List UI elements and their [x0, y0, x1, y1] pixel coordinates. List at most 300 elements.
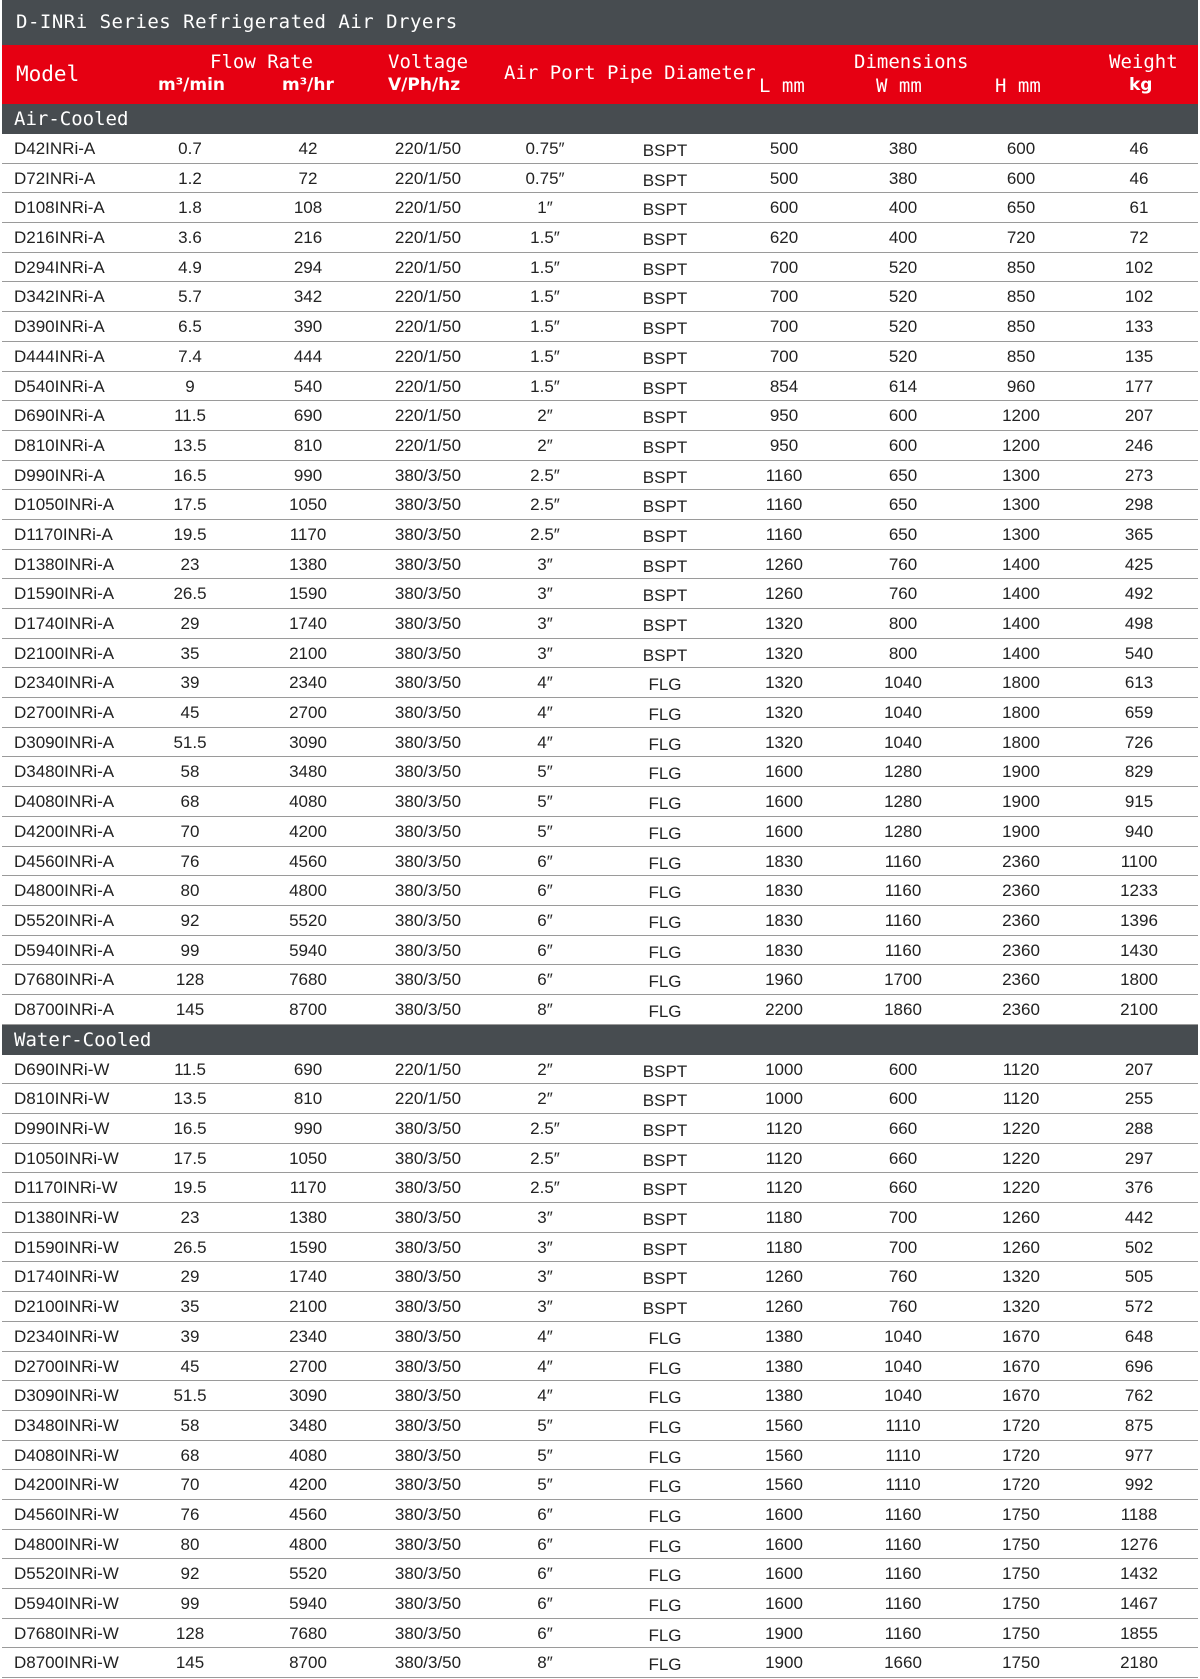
cell-height: 1220: [1002, 1148, 1040, 1168]
table-row: [2, 490, 1198, 520]
cell-flow-min: 45: [180, 1356, 200, 1376]
cell-weight: 102: [1124, 287, 1154, 307]
cell-model: D444INRi-A: [14, 346, 105, 366]
cell-flow-min: 5.7: [178, 287, 202, 307]
cell-flow-min: 45: [180, 703, 200, 723]
cell-pipe-size: 1.5″: [530, 346, 560, 366]
cell-model: D2700INRi-W: [14, 1356, 119, 1376]
cell-width: 1280: [884, 762, 922, 782]
cell-flow-min: 0.7: [178, 139, 202, 158]
cell-model: D5520INRi-W: [14, 1564, 119, 1584]
cell-weight: 2100: [1120, 999, 1158, 1019]
table-row: [2, 1500, 1198, 1530]
cell-width: 400: [888, 198, 918, 218]
cell-flow-min: 35: [180, 643, 200, 663]
cell-length: 1120: [765, 1148, 803, 1168]
cell-flow-min: 145: [175, 999, 205, 1019]
cell-length: 1560: [765, 1445, 803, 1465]
cell-voltage: 380/3/50: [394, 762, 462, 782]
cell-length: 1600: [765, 792, 803, 812]
cell-flow-min: 68: [180, 792, 200, 812]
cell-model: D1590INRi-A: [14, 584, 115, 604]
cell-connection: BSPT: [642, 319, 688, 339]
cell-width: 1040: [884, 1326, 922, 1346]
table-row: [2, 876, 1198, 906]
cell-connection: BSPT: [642, 408, 688, 428]
cell-width: 380: [888, 139, 918, 158]
cell-pipe-size: 6″: [537, 881, 553, 901]
cell-height: 720: [1006, 228, 1036, 248]
cell-flow-hr: 5520: [289, 910, 327, 930]
cell-flow-hr: 990: [293, 1119, 323, 1138]
cell-width: 600: [888, 1089, 918, 1109]
cell-voltage: 380/3/50: [394, 465, 462, 485]
cell-height: 850: [1006, 317, 1036, 337]
cell-flow-min: 128: [175, 1623, 205, 1643]
cell-flow-hr: 4080: [289, 792, 327, 812]
cell-pipe-size: 6″: [537, 1623, 553, 1643]
header-weight: Weight: [1109, 51, 1178, 73]
cell-height: 1670: [1002, 1386, 1040, 1406]
table-row: [2, 1173, 1198, 1203]
cell-flow-min: 19.5: [173, 524, 207, 544]
cell-height: 1900: [1002, 821, 1040, 841]
cell-weight: 1396: [1120, 910, 1158, 930]
cell-flow-min: 9: [185, 376, 195, 396]
cell-connection: BSPT: [642, 1269, 688, 1289]
cell-voltage: 380/3/50: [394, 1267, 462, 1287]
table-row: [2, 757, 1198, 787]
cell-voltage: 380/3/50: [394, 1653, 462, 1673]
cell-length: 1900: [765, 1623, 803, 1643]
section-header: Water-Cooled: [2, 1025, 1198, 1055]
cell-weight: 1467: [1120, 1594, 1158, 1613]
cell-flow-hr: 990: [293, 465, 323, 485]
cell-height: 650: [1006, 198, 1036, 218]
cell-voltage: 380/3/50: [394, 1237, 462, 1257]
table-row: [2, 372, 1198, 402]
cell-flow-min: 70: [180, 1475, 200, 1495]
cell-width: 1160: [884, 1623, 922, 1643]
table-row: [2, 342, 1198, 372]
cell-width: 520: [888, 317, 918, 337]
cell-width: 1040: [884, 1386, 922, 1406]
cell-weight: 288: [1124, 1119, 1154, 1138]
header-dim-w: W mm: [876, 75, 922, 97]
cell-flow-hr: 4200: [289, 821, 327, 841]
cell-height: 1320: [1002, 1297, 1040, 1317]
cell-connection: FLG: [648, 1477, 682, 1497]
cell-height: 1400: [1002, 584, 1040, 604]
cell-connection: FLG: [648, 764, 682, 784]
cell-connection: BSPT: [642, 378, 688, 398]
table-row: [2, 223, 1198, 253]
cell-pipe-size: 4″: [537, 1386, 553, 1406]
cell-model: D2340INRi-A: [14, 673, 115, 693]
cell-flow-min: 76: [180, 851, 200, 871]
cell-flow-min: 1.2: [178, 168, 202, 188]
cell-flow-min: 80: [180, 1534, 200, 1554]
cell-length: 500: [769, 139, 799, 158]
cell-pipe-size: 2.5″: [530, 1148, 560, 1168]
cell-flow-hr: 4560: [289, 851, 327, 871]
cell-width: 1160: [884, 940, 922, 960]
cell-flow-hr: 1050: [289, 495, 327, 515]
cell-connection: FLG: [648, 1596, 682, 1615]
cell-pipe-size: 6″: [537, 851, 553, 871]
cell-flow-hr: 4560: [289, 1504, 327, 1524]
cell-voltage: 380/3/50: [394, 999, 462, 1019]
cell-flow-hr: 7680: [289, 970, 327, 990]
cell-model: D4560INRi-A: [14, 851, 115, 871]
cell-model: D5940INRi-W: [14, 1594, 119, 1613]
cell-weight: 72: [1129, 228, 1149, 248]
cell-flow-hr: 690: [293, 1059, 323, 1079]
cell-pipe-size: 6″: [537, 910, 553, 930]
cell-weight: 1233: [1120, 881, 1158, 901]
table-row: [2, 1114, 1198, 1144]
cell-model: D7680INRi-W: [14, 1623, 119, 1643]
cell-length: 1260: [765, 584, 803, 604]
cell-width: 660: [888, 1119, 918, 1138]
cell-model: D690INRi-W: [14, 1059, 110, 1079]
cell-weight: 915: [1124, 792, 1154, 812]
cell-model: D5520INRi-A: [14, 910, 115, 930]
table-row: [2, 1144, 1198, 1174]
table-row: [2, 906, 1198, 936]
cell-connection: FLG: [648, 1506, 682, 1526]
cell-height: 600: [1006, 168, 1036, 188]
cell-weight: 2180: [1120, 1653, 1158, 1673]
header-weight-unit: kg: [1129, 75, 1153, 95]
cell-height: 600: [1006, 139, 1036, 158]
cell-weight: 505: [1124, 1267, 1154, 1287]
cell-weight: 1855: [1120, 1623, 1158, 1643]
cell-pipe-size: 2″: [537, 1089, 553, 1109]
table-row: [2, 193, 1198, 223]
cell-pipe-size: 6″: [537, 1504, 553, 1524]
cell-connection: FLG: [648, 1388, 682, 1408]
cell-pipe-size: 0.75″: [525, 139, 565, 158]
cell-flow-hr: 3090: [289, 1386, 327, 1406]
cell-weight: 613: [1124, 673, 1154, 693]
header-flow-min: m³/min: [158, 75, 226, 95]
cell-flow-hr: 2700: [289, 703, 327, 723]
cell-pipe-size: 2.5″: [530, 1119, 560, 1138]
cell-voltage: 220/1/50: [394, 346, 462, 366]
cell-pipe-size: 3″: [537, 1267, 553, 1287]
cell-flow-hr: 108: [293, 198, 323, 218]
cell-flow-hr: 42: [298, 139, 318, 158]
cell-weight: 498: [1124, 614, 1154, 633]
cell-height: 1200: [1002, 406, 1040, 426]
cell-model: D2340INRi-W: [14, 1326, 119, 1346]
cell-flow-hr: 444: [293, 346, 323, 366]
table-row: [2, 401, 1198, 431]
cell-flow-hr: 216: [293, 228, 323, 248]
cell-flow-hr: 2340: [289, 673, 327, 693]
cell-length: 1260: [765, 554, 803, 574]
cell-weight: 1100: [1120, 851, 1158, 871]
cell-width: 1160: [884, 1564, 922, 1584]
cell-voltage: 380/3/50: [394, 584, 462, 604]
cell-flow-min: 99: [180, 940, 200, 960]
cell-voltage: 380/3/50: [394, 1534, 462, 1554]
cell-voltage: 220/1/50: [394, 198, 462, 218]
cell-height: 1720: [1002, 1475, 1040, 1495]
cell-length: 700: [769, 257, 799, 277]
cell-connection: FLG: [648, 1625, 682, 1645]
cell-width: 1280: [884, 821, 922, 841]
cell-voltage: 380/3/50: [394, 1178, 462, 1198]
cell-length: 950: [769, 406, 799, 426]
table-row: [2, 1352, 1198, 1382]
cell-model: D4800INRi-W: [14, 1534, 119, 1554]
cell-height: 1300: [1002, 524, 1040, 544]
cell-weight: 46: [1129, 139, 1149, 158]
spec-sheet: [2, 0, 1198, 1678]
cell-connection: BSPT: [642, 170, 688, 190]
cell-flow-min: 145: [175, 1653, 205, 1673]
cell-width: 1160: [884, 1594, 922, 1613]
cell-pipe-size: 8″: [537, 1653, 553, 1673]
cell-flow-hr: 810: [293, 435, 323, 455]
cell-pipe-size: 3″: [537, 584, 553, 604]
cell-height: 1320: [1002, 1267, 1040, 1287]
cell-connection: BSPT: [642, 348, 688, 368]
cell-pipe-size: 5″: [537, 762, 553, 782]
cell-height: 850: [1006, 257, 1036, 277]
cell-weight: 298: [1124, 495, 1154, 515]
cell-pipe-size: 6″: [537, 1534, 553, 1554]
cell-model: D2700INRi-A: [14, 703, 115, 723]
cell-voltage: 380/3/50: [394, 1386, 462, 1406]
cell-connection: FLG: [648, 1536, 682, 1556]
cell-flow-hr: 1050: [289, 1148, 327, 1168]
cell-pipe-size: 2.5″: [530, 1178, 560, 1198]
cell-flow-hr: 342: [293, 287, 323, 307]
cell-model: D990INRi-A: [14, 465, 105, 485]
table-body: [2, 104, 1198, 1678]
cell-flow-min: 4.9: [178, 257, 202, 277]
cell-flow-hr: 3090: [289, 732, 327, 752]
cell-flow-hr: 1590: [289, 1237, 327, 1257]
cell-pipe-size: 2.5″: [530, 495, 560, 515]
cell-weight: 940: [1124, 821, 1154, 841]
cell-flow-hr: 1740: [289, 614, 327, 633]
table-row: [2, 728, 1198, 758]
cell-length: 1120: [765, 1119, 803, 1138]
cell-flow-hr: 4800: [289, 1534, 327, 1554]
cell-pipe-size: 1.5″: [530, 257, 560, 277]
cell-flow-min: 76: [180, 1504, 200, 1524]
cell-width: 1160: [884, 910, 922, 930]
table-row: [2, 312, 1198, 342]
cell-connection: FLG: [648, 1447, 682, 1467]
cell-pipe-size: 4″: [537, 732, 553, 752]
cell-weight: 492: [1124, 584, 1154, 604]
cell-flow-min: 58: [180, 762, 200, 782]
cell-weight: 1188: [1120, 1504, 1158, 1524]
section-header: Air-Cooled: [2, 104, 1198, 134]
cell-width: 1280: [884, 792, 922, 812]
cell-voltage: 380/3/50: [394, 1415, 462, 1435]
cell-pipe-size: 3″: [537, 1297, 553, 1317]
cell-weight: 1432: [1120, 1564, 1158, 1584]
cell-flow-min: 17.5: [173, 495, 207, 515]
cell-flow-min: 29: [180, 614, 200, 633]
cell-model: D4200INRi-W: [14, 1475, 119, 1495]
cell-pipe-size: 6″: [537, 940, 553, 960]
cell-connection: FLG: [648, 883, 682, 903]
cell-length: 1320: [765, 614, 803, 633]
cell-connection: BSPT: [642, 1121, 688, 1140]
table-row: [2, 817, 1198, 847]
table-row: [2, 1203, 1198, 1233]
cell-length: 1380: [765, 1356, 803, 1376]
cell-connection: BSPT: [642, 616, 688, 635]
cell-pipe-size: 4″: [537, 703, 553, 723]
cell-weight: 977: [1124, 1445, 1154, 1465]
cell-flow-hr: 3480: [289, 1415, 327, 1435]
cell-flow-hr: 690: [293, 406, 323, 426]
cell-voltage: 380/3/50: [394, 1445, 462, 1465]
cell-flow-hr: 540: [293, 376, 323, 396]
cell-connection: BSPT: [642, 141, 688, 160]
cell-width: 760: [888, 584, 918, 604]
cell-pipe-size: 3″: [537, 554, 553, 574]
table-row: [2, 698, 1198, 728]
cell-model: D216INRi-A: [14, 228, 105, 248]
cell-voltage: 380/3/50: [394, 1148, 462, 1168]
cell-height: 1750: [1002, 1564, 1040, 1584]
header-dimensions: Dimensions: [854, 51, 969, 73]
cell-height: 2360: [1002, 970, 1040, 990]
cell-length: 1830: [765, 910, 803, 930]
cell-connection: FLG: [648, 705, 682, 725]
table-row: [2, 639, 1198, 669]
cell-weight: 207: [1124, 406, 1154, 426]
table-row: [2, 668, 1198, 698]
cell-flow-min: 23: [180, 1208, 200, 1228]
cell-pipe-size: 3″: [537, 643, 553, 663]
cell-flow-min: 26.5: [173, 584, 207, 604]
cell-model: D108INRi-A: [14, 198, 105, 218]
cell-weight: 726: [1124, 732, 1154, 752]
cell-model: D7680INRi-A: [14, 970, 115, 990]
cell-width: 760: [888, 1267, 918, 1287]
cell-pipe-size: 1.5″: [530, 317, 560, 337]
cell-model: D3090INRi-W: [14, 1386, 119, 1406]
cell-height: 1260: [1002, 1237, 1040, 1257]
cell-voltage: 220/1/50: [394, 376, 462, 396]
cell-pipe-size: 4″: [537, 1356, 553, 1376]
cell-model: D42INRi-A: [14, 139, 96, 158]
cell-connection: FLG: [648, 1001, 682, 1021]
cell-voltage: 380/3/50: [394, 1475, 462, 1495]
cell-flow-hr: 1170: [289, 524, 327, 544]
table-row: [2, 995, 1198, 1025]
header-dim-l: L mm: [759, 75, 805, 97]
cell-flow-min: 39: [180, 673, 200, 693]
cell-width: 760: [888, 1297, 918, 1317]
cell-height: 2360: [1002, 881, 1040, 901]
cell-pipe-size: 3″: [537, 1237, 553, 1257]
cell-length: 1600: [765, 1594, 803, 1613]
cell-pipe-size: 4″: [537, 673, 553, 693]
table-row: [2, 936, 1198, 966]
cell-flow-min: 39: [180, 1326, 200, 1346]
cell-length: 1320: [765, 673, 803, 693]
cell-pipe-size: 2″: [537, 406, 553, 426]
cell-model: D1170INRi-A: [14, 524, 113, 544]
cell-height: 2360: [1002, 851, 1040, 871]
cell-voltage: 380/3/50: [394, 1504, 462, 1524]
cell-width: 660: [888, 1178, 918, 1198]
cell-connection: BSPT: [642, 497, 688, 517]
cell-pipe-size: 5″: [537, 1415, 553, 1435]
cell-voltage: 220/1/50: [394, 1089, 462, 1109]
cell-connection: BSPT: [642, 586, 688, 606]
table-row: [2, 1619, 1198, 1649]
cell-width: 1160: [884, 851, 922, 871]
cell-length: 1600: [765, 1534, 803, 1554]
table-row: [2, 461, 1198, 491]
cell-connection: FLG: [648, 823, 682, 843]
cell-connection: BSPT: [642, 645, 688, 665]
table-row: [2, 253, 1198, 283]
cell-height: 1200: [1002, 435, 1040, 455]
cell-length: 854: [769, 376, 799, 396]
cell-flow-min: 58: [180, 1415, 200, 1435]
cell-length: 1830: [765, 851, 803, 871]
cell-width: 380: [888, 168, 918, 188]
cell-model: D1590INRi-W: [14, 1237, 119, 1257]
cell-length: 1000: [765, 1089, 803, 1109]
column-header-bar: [2, 45, 1198, 104]
cell-weight: 648: [1124, 1326, 1154, 1346]
cell-weight: 46: [1129, 168, 1149, 188]
cell-flow-min: 11.5: [174, 406, 206, 426]
cell-width: 700: [888, 1237, 918, 1257]
cell-voltage: 220/1/50: [394, 228, 462, 248]
table-row: [2, 1084, 1198, 1114]
cell-length: 1900: [765, 1653, 803, 1673]
cell-flow-hr: 5940: [289, 1594, 327, 1613]
cell-length: 1320: [765, 732, 803, 752]
cell-flow-hr: 294: [293, 257, 323, 277]
cell-flow-min: 92: [180, 910, 200, 930]
cell-voltage: 220/1/50: [394, 435, 462, 455]
cell-width: 1040: [884, 1356, 922, 1376]
cell-model: D540INRi-A: [14, 376, 105, 396]
cell-pipe-size: 2.5″: [530, 524, 560, 544]
cell-length: 1380: [765, 1386, 803, 1406]
cell-model: D690INRi-A: [14, 406, 105, 426]
cell-height: 1900: [1002, 792, 1040, 812]
cell-model: D810INRi-W: [14, 1089, 110, 1109]
cell-flow-hr: 2700: [289, 1356, 327, 1376]
table-row: [2, 134, 1198, 164]
cell-width: 614: [888, 376, 918, 396]
cell-voltage: 380/3/50: [394, 1326, 462, 1346]
cell-voltage: 220/1/50: [394, 168, 462, 188]
cell-flow-min: 51.5: [173, 1386, 207, 1406]
header-flow-hr: m³/hr: [282, 75, 334, 95]
cell-flow-min: 51.5: [173, 732, 207, 752]
cell-length: 600: [769, 198, 799, 218]
cell-weight: 102: [1124, 257, 1154, 277]
